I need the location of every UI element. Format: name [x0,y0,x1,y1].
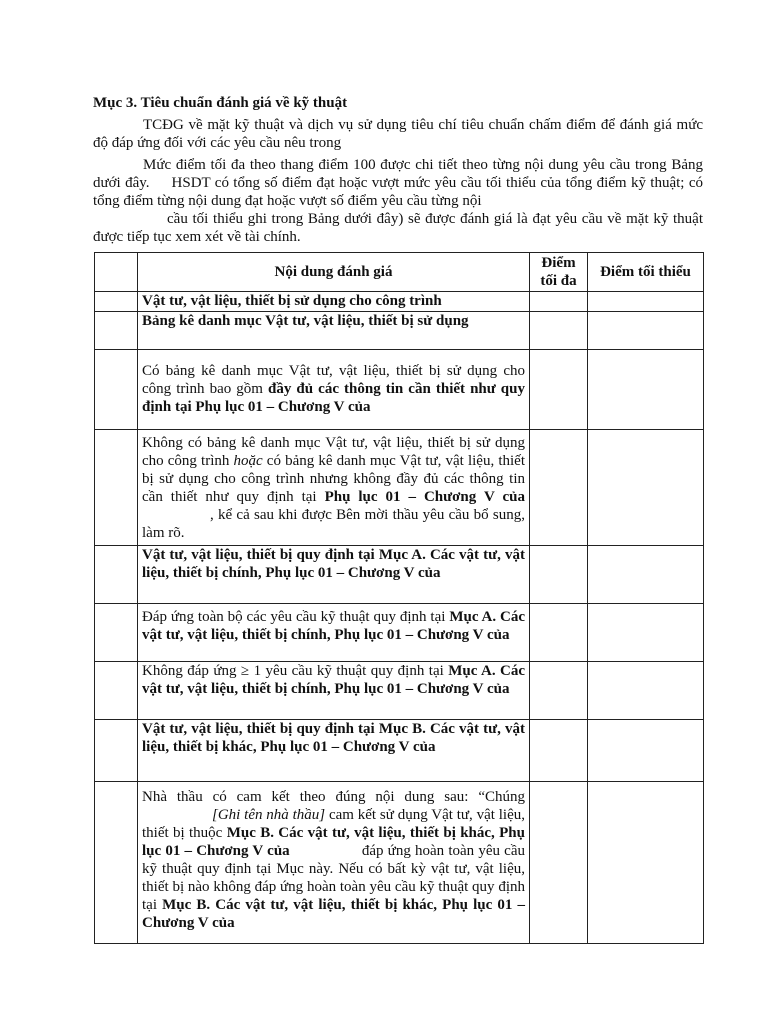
row-text: cam kết sử dụng Vật tư, vật liệu, thiết bị thuộc [142,807,525,841]
row-text-bold: Mục A. Các vật tư, vật liệu, thiết bị chính, Phụ lục 01 – Chương V của [142,663,525,697]
row-text-bold: đầy đủ các thông tin cần thiết như quy định tại Phụ lục 01 – Chương V của [142,381,525,415]
row-content: Vật tư, vật liệu, thiết bị quy định tại Mục A. Các vật tư, vật liệu, thiết bị chính, Phụ lục 01 – Chương V của [138,546,530,604]
row-text: Không có bảng kê danh mục Vật tư, vật liệu, thiết bị sử dụng cho công trình [142,435,525,469]
row-text: Có bảng kê danh mục Vật tư, vật liệu, thiết bị sử dụng cho công trình bao gồm [142,363,525,397]
table-row [95,546,704,604]
min-score-cell [588,546,704,604]
min-score-cell [588,430,704,546]
max-score-cell [530,662,588,720]
row-text: Không đáp ứng ≥ 1 yêu cầu kỹ thuật quy định tại [142,663,449,679]
row-content: Bảng kê danh mục Vật tư, vật liệu, thiết bị sử dụng [138,312,530,350]
index-cell [95,292,138,312]
max-score-cell [530,546,588,604]
table-header-row [95,253,704,292]
intro-paragraph-2-text-c: cầu tối thiểu ghi trong Bảng dưới đây) sẽ được đánh giá là đạt yêu cầu về mặt kỹ thuật được tiếp tục xem xét về tài chính. [93,211,703,245]
min-score-cell [588,720,704,782]
intro-paragraph-1 [93,116,703,152]
max-score-cell [530,604,588,662]
header-content: Nội dung đánh giá [138,253,530,292]
max-score-cell [530,350,588,430]
index-cell [95,662,138,720]
header-max-score: Điểm tối đa [530,253,588,292]
table-row [95,430,704,546]
intro-paragraph-1-text: TCĐG về mặt kỹ thuật và dịch vụ sử dụng tiêu chí tiêu chuẩn chấm điểm để đánh giá mức độ đáp ứng đối với các yêu cầu nêu trong [93,117,703,151]
intro-paragraph-2-text-b: HSDT có tổng số điểm đạt hoặc vượt mức yêu cầu tối thiểu của tổng điểm kỹ thuật; có tổng điểm từng nội dung đạt hoặc vượt số điểm yêu cầu từng nội [93,175,703,209]
index-cell [95,546,138,604]
section-title: Mục 3. Tiêu chuẩn đánh giá về kỹ thuật [93,95,348,111]
row-text-italic: hoặc [233,453,263,469]
table-row [95,782,704,944]
row-content: Vật tư, vật liệu, thiết bị sử dụng cho công trình [138,292,530,312]
table-row [95,350,704,430]
row-text-italic: [Ghi tên nhà thầu] [212,807,326,823]
table-row [95,604,704,662]
row-text: có bảng kê danh mục Vật tư, vật liệu, thiết bị sử dụng cho công trình nhưng không đầy đủ các thông tin cần thiết như quy định tại [142,453,525,505]
intro-paragraph-2-text-a: Mức điểm tối đa theo thang điểm 100 được chi tiết theo từng nội dung yêu cầu trong Bảng dưới đây. [93,157,703,191]
index-cell [95,312,138,350]
table-row [95,292,704,312]
index-cell [95,604,138,662]
row-content [138,430,530,546]
table-row [95,720,704,782]
max-score-cell [530,720,588,782]
max-score-cell [530,312,588,350]
row-content [138,662,530,720]
table-row [95,312,704,350]
max-score-cell [530,292,588,312]
row-text-bold: Mục B. Các vật tư, vật liệu, thiết bị khác, Phụ lục 01 – Chương V của [142,825,525,859]
index-cell [95,350,138,430]
row-text: Đáp ứng toàn bộ các yêu cầu kỹ thuật quy định tại [142,609,450,625]
row-text: Nhà thầu có cam kết theo đúng nội dung sau: “Chúng [142,789,525,805]
row-content [138,782,530,944]
min-score-cell [588,782,704,944]
row-content [138,350,530,430]
intro-paragraph-2 [93,156,703,246]
min-score-cell [588,604,704,662]
row-content [138,604,530,662]
min-score-cell [588,312,704,350]
min-score-cell [588,292,704,312]
max-score-cell [530,430,588,546]
min-score-cell [588,662,704,720]
row-content: Vật tư, vật liệu, thiết bị quy định tại Mục B. Các vật tư, vật liệu, thiết bị khác, Phụ lục 01 – Chương V của [138,720,530,782]
index-cell [95,430,138,546]
row-text-bold: Phụ lục 01 – Chương V của [324,489,525,505]
row-text: , kể cả sau khi được Bên mời thầu yêu cầu bổ sung, làm rõ. [142,507,525,541]
min-score-cell [588,350,704,430]
table-row [95,662,704,720]
header-index-cell [95,253,138,292]
row-text-bold: Mục A. Các vật tư, vật liệu, thiết bị chính, Phụ lục 01 – Chương V của [142,609,526,643]
max-score-cell [530,782,588,944]
row-text: đáp ứng hoàn toàn yêu cầu kỹ thuật quy định tại Mục này. Nếu có bất kỳ vật tư, vật liệu, thiết bị nào không đáp ứng hoàn toàn yêu cầu kỹ thuật quy định tại [142,843,525,913]
index-cell [95,782,138,944]
row-text-bold: Mục B. Các vật tư, vật liệu, thiết bị khác, Phụ lục 01 – Chương V của [142,897,526,931]
index-cell [95,720,138,782]
evaluation-table [94,252,704,944]
header-min-score: Điểm tối thiểu [588,253,704,292]
